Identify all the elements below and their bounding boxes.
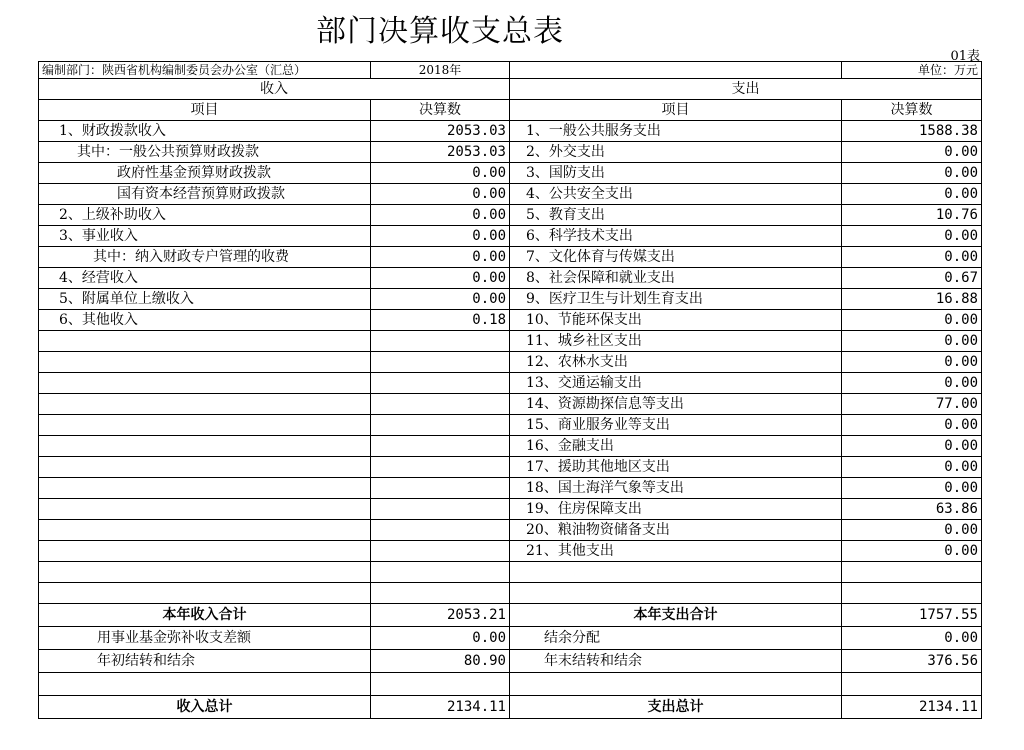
blank-cell <box>39 520 371 541</box>
table-row <box>39 352 982 373</box>
blank-cell <box>39 352 371 373</box>
expense-item-label: 1、一般公共服务支出 <box>510 121 842 142</box>
expense-item-value: 0.67 <box>842 268 982 289</box>
begin-balance-label: 年初结转和结余 <box>39 650 371 673</box>
blank-cell <box>371 457 510 478</box>
expense-item-value: 0.00 <box>842 331 982 352</box>
table-row <box>39 331 982 352</box>
expense-item-label: 14、资源勘探信息等支出 <box>510 394 842 415</box>
expense-item-label: 6、科学技术支出 <box>510 226 842 247</box>
table-row <box>39 184 982 205</box>
expense-item-label: 11、城乡社区支出 <box>510 331 842 352</box>
fund-offset-label: 用事业基金弥补收支差额 <box>39 627 371 650</box>
surplus-distribution-label: 结余分配 <box>510 627 842 650</box>
expense-item-label: 21、其他支出 <box>510 541 842 562</box>
blank-cell <box>371 373 510 394</box>
blank-cell <box>510 583 842 604</box>
table-row <box>39 142 982 163</box>
expense-item-label: 5、教育支出 <box>510 205 842 226</box>
expense-item-label: 3、国防支出 <box>510 163 842 184</box>
expense-item-value: 16.88 <box>842 289 982 310</box>
expense-item-value: 0.00 <box>842 247 982 268</box>
blank-cell <box>39 457 371 478</box>
blank-cell <box>371 673 510 696</box>
report-year: 2018年 <box>371 62 510 79</box>
expense-item-label: 7、文化体育与传媒支出 <box>510 247 842 268</box>
expense-item-value: 0.00 <box>842 142 982 163</box>
fund-offset-value: 0.00 <box>371 627 510 650</box>
expense-item-label: 13、交通运输支出 <box>510 373 842 394</box>
blank-cell <box>39 436 371 457</box>
blank-cell <box>371 352 510 373</box>
table-row <box>39 436 982 457</box>
expense-item-label: 20、粮油物资储备支出 <box>510 520 842 541</box>
expense-amount-header: 决算数 <box>842 100 982 121</box>
income-item-label: 政府性基金预算财政拨款 <box>39 163 371 184</box>
expense-item-value: 0.00 <box>842 541 982 562</box>
expense-item-label: 19、住房保障支出 <box>510 499 842 520</box>
expense-item-value: 0.00 <box>842 163 982 184</box>
blank-cell <box>371 436 510 457</box>
end-balance-label: 年末结转和结余 <box>510 650 842 673</box>
blank-cell <box>39 583 371 604</box>
blank-cell <box>371 583 510 604</box>
blank-cell <box>39 562 371 583</box>
expense-item-header: 项目 <box>510 100 842 121</box>
blank-cell <box>371 541 510 562</box>
income-item-value: 0.00 <box>371 289 510 310</box>
income-item-label: 国有资本经营预算财政拨款 <box>39 184 371 205</box>
table-row <box>39 541 982 562</box>
table-row <box>39 583 982 604</box>
income-item-label: 2、上级补助收入 <box>39 205 371 226</box>
blank-cell <box>39 373 371 394</box>
blank-cell <box>371 562 510 583</box>
table-row <box>39 121 982 142</box>
income-item-value: 0.18 <box>371 310 510 331</box>
currency-unit: 单位：万元 <box>842 62 982 79</box>
income-grand-total-label: 收入总计 <box>39 696 371 719</box>
expense-item-label: 12、农林水支出 <box>510 352 842 373</box>
blank-cell <box>371 331 510 352</box>
table-row <box>39 226 982 247</box>
expense-item-value: 0.00 <box>842 310 982 331</box>
expense-item-label: 9、医疗卫生与计划生育支出 <box>510 289 842 310</box>
income-item-value: 0.00 <box>371 205 510 226</box>
expense-item-value: 0.00 <box>842 520 982 541</box>
blank-cell <box>39 394 371 415</box>
table-row <box>39 457 982 478</box>
expense-item-value: 63.86 <box>842 499 982 520</box>
income-item-label: 5、附属单位上缴收入 <box>39 289 371 310</box>
blank-cell <box>371 394 510 415</box>
income-item-value: 0.00 <box>371 163 510 184</box>
income-item-value: 0.00 <box>371 247 510 268</box>
expense-item-label: 4、公共安全支出 <box>510 184 842 205</box>
blank-cell <box>510 673 842 696</box>
income-item-value: 0.00 <box>371 184 510 205</box>
income-item-label: 1、财政拨款收入 <box>39 121 371 142</box>
table-row <box>39 310 982 331</box>
expense-item-value: 0.00 <box>842 415 982 436</box>
table-number: 01表 <box>950 49 980 64</box>
expense-item-value: 0.00 <box>842 184 982 205</box>
blank-cell <box>371 415 510 436</box>
blank-cell <box>39 331 371 352</box>
expense-item-label: 10、节能环保支出 <box>510 310 842 331</box>
income-item-header: 项目 <box>39 100 371 121</box>
expense-item-label: 8、社会保障和就业支出 <box>510 268 842 289</box>
table-row <box>39 478 982 499</box>
income-item-label: 其中：纳入财政专户管理的收费 <box>39 247 371 268</box>
budget-table <box>38 61 982 719</box>
table-row <box>39 289 982 310</box>
expense-item-value: 10.76 <box>842 205 982 226</box>
expense-item-value: 1588.38 <box>842 121 982 142</box>
blank-cell <box>39 673 371 696</box>
income-item-label: 6、其他收入 <box>39 310 371 331</box>
income-item-value: 2053.03 <box>371 142 510 163</box>
expense-item-label: 18、国土海洋气象等支出 <box>510 478 842 499</box>
income-item-label: 4、经营收入 <box>39 268 371 289</box>
income-item-value: 0.00 <box>371 226 510 247</box>
table-row <box>39 268 982 289</box>
expense-item-value: 0.00 <box>842 457 982 478</box>
expense-item-label: 2、外交支出 <box>510 142 842 163</box>
income-grand-total-value: 2134.11 <box>371 696 510 719</box>
expense-section-header: 支出 <box>510 79 982 100</box>
blank-cell <box>510 562 842 583</box>
income-amount-header: 决算数 <box>371 100 510 121</box>
expense-item-value: 77.00 <box>842 394 982 415</box>
table-row <box>39 373 982 394</box>
begin-balance-value: 80.90 <box>371 650 510 673</box>
expense-item-label: 16、金融支出 <box>510 436 842 457</box>
expense-year-total-value: 1757.55 <box>842 604 982 627</box>
blank-cell <box>39 478 371 499</box>
income-item-label: 其中：一般公共预算财政拨款 <box>39 142 371 163</box>
income-item-value: 0.00 <box>371 268 510 289</box>
table-row <box>39 415 982 436</box>
blank-cell <box>39 541 371 562</box>
expense-item-value: 0.00 <box>842 436 982 457</box>
income-item-label: 3、事业收入 <box>39 226 371 247</box>
expense-year-total-label: 本年支出合计 <box>510 604 842 627</box>
page-title: 部门决算收支总表 <box>316 14 564 49</box>
blank-cell <box>371 499 510 520</box>
income-year-total-value: 2053.21 <box>371 604 510 627</box>
table-row <box>39 562 982 583</box>
blank-cell <box>842 562 982 583</box>
table-row <box>39 247 982 268</box>
expense-item-value: 0.00 <box>842 478 982 499</box>
blank-cell <box>371 520 510 541</box>
table-row <box>39 520 982 541</box>
expense-item-value: 0.00 <box>842 373 982 394</box>
blank-cell <box>39 415 371 436</box>
income-section-header: 收入 <box>39 79 510 100</box>
compiling-unit: 编制部门：陕西省机构编制委员会办公室（汇总） <box>39 62 371 79</box>
table-row <box>39 163 982 184</box>
income-year-total-label: 本年收入合计 <box>39 604 371 627</box>
income-item-value: 2053.03 <box>371 121 510 142</box>
blank-cell <box>39 499 371 520</box>
table-row <box>39 205 982 226</box>
surplus-distribution-value: 0.00 <box>842 627 982 650</box>
blank-cell <box>510 62 842 79</box>
blank-cell <box>842 583 982 604</box>
end-balance-value: 376.56 <box>842 650 982 673</box>
table-row <box>39 394 982 415</box>
expense-item-value: 0.00 <box>842 352 982 373</box>
blank-cell <box>842 673 982 696</box>
blank-cell <box>371 478 510 499</box>
expense-grand-total-label: 支出总计 <box>510 696 842 719</box>
expense-item-value: 0.00 <box>842 226 982 247</box>
expense-grand-total-value: 2134.11 <box>842 696 982 719</box>
table-row <box>39 499 982 520</box>
expense-item-label: 17、援助其他地区支出 <box>510 457 842 478</box>
expense-item-label: 15、商业服务业等支出 <box>510 415 842 436</box>
